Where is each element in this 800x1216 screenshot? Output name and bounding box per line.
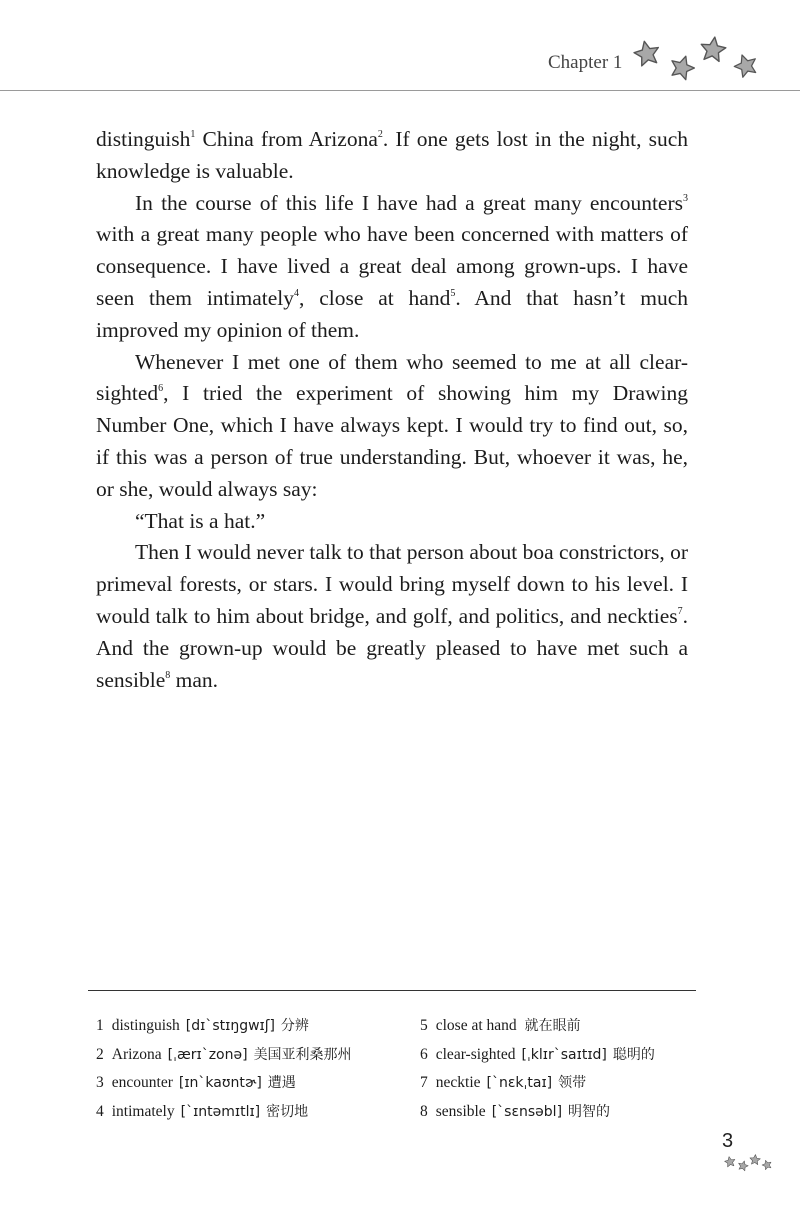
header-divider	[0, 90, 800, 91]
paragraph: “That is a hat.”	[135, 508, 266, 533]
footnotes-right-column	[420, 1012, 720, 1126]
footnote-ref: 3	[683, 192, 688, 204]
footnote-ref: 8	[165, 669, 171, 681]
paragraph: Then I would never talk to that person about boa constrictors, or primeval forests, or stars. I would bring myself down to his level. I would talk to him about bridge, and golf, and politics, and neckties$^7$. And the grown-up would be greatly pleased to have met such a sensible$^8$ man.	[96, 540, 688, 692]
footnote-ref: 6	[158, 383, 164, 395]
footnote-divider	[88, 990, 696, 991]
paragraph: In the course of this life I have had a great many encounters$^3$ with a great many people who have been concerned with matters of consequence. I have lived a great deal among grown-ups. I have seen them intimately$^4$, close at hand$^5$. And that hasn’t much improved my opinion of them.	[96, 190, 688, 342]
footnote-item: 7 necktie [ˋnɛkˌtaɪ] 领带	[420, 1074, 587, 1091]
paragraph: distinguish$^1$ China from Arizona$^2$. If one gets lost in the night, such knowledge is valuable.	[96, 127, 688, 183]
paragraph: Whenever I met one of them who seemed to me at all clear-sighted$^6$, I tried the experiment of showing him my Drawing Number One, which I have always kept. I would try to find out, so, if this was a person of true understanding. But, whoever it was, he, or she, would always say:	[96, 349, 688, 501]
star-icon	[737, 1160, 749, 1172]
star-icon	[749, 1154, 760, 1165]
star-cluster-icon	[722, 1154, 774, 1174]
footnote-ref: 7	[677, 605, 683, 617]
footnote-ref: 4	[294, 287, 300, 299]
footnote-ref: 5	[450, 287, 456, 299]
footnote-item: 2 Arizona [ˌærɪˋzonə] 美国亚利桑那州	[96, 1045, 352, 1063]
star-icon	[632, 39, 661, 67]
footnote-ref: 1	[190, 129, 196, 140]
footnotes-left-column	[96, 1012, 406, 1126]
page-number: 3	[722, 1130, 734, 1152]
chapter-title: Chapter 1	[548, 52, 623, 73]
footnote-item: 5 close at hand 就在眼前	[420, 1017, 581, 1034]
body-text	[96, 124, 688, 696]
star-icon	[699, 36, 727, 62]
footnote-item: 3 encounter [ɪnˋkaʊntɚ] 遭遇	[96, 1074, 296, 1091]
star-cluster-icon	[632, 36, 764, 88]
star-icon	[761, 1159, 773, 1170]
star-icon	[724, 1156, 736, 1168]
footnote-ref: 2	[377, 129, 383, 140]
star-icon	[668, 53, 697, 82]
footnote-item: 1 distinguish [dɪˋstɪŋgwɪʃ] 分辨	[96, 1017, 309, 1034]
footnote-item: 4 intimately [ˋɪntəmɪtlɪ] 密切地	[96, 1102, 309, 1120]
footnote-item: 8 sensible [ˋsɛnsəbl] 明智的	[420, 1102, 611, 1120]
footnote-item: 6 clear-sighted [ˌklɪrˋsaɪtɪd] 聪明的	[420, 1045, 655, 1063]
star-icon	[732, 51, 760, 79]
